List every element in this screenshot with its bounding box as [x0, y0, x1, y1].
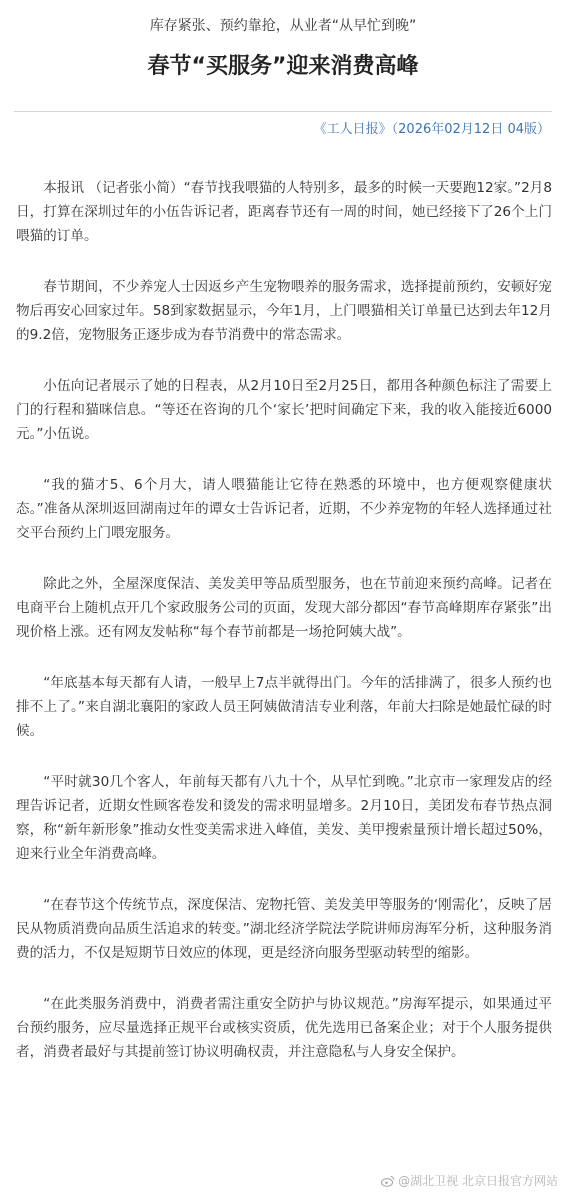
weibo-watermark: [381, 1173, 558, 1189]
article-paragraph: 春节期间，不少养宠人士因返乡产生宠物喂养的服务需求，选择提前预约，安顿好宠物后再安心回家过年。58到家数据显示，今年1月，上门喂猫相关订单量已达到去年12月的9.2倍，宠物服务正逐步成为春节消费中的常态需求。: [16, 279, 552, 343]
article-paragraph: 本报讯 （记者张小简）“春节找我喂猫的人特别多，最多的时候一天要跑12家。”2月8日，打算在深圳过年的小伍告诉记者，距离春节还有一周的时间，她已经接下了26个上门喂猫的订单。: [16, 180, 552, 244]
article-source-link[interactable]: 《工人日报》（2026年02月12日 04版）: [313, 122, 550, 137]
article-paragraph: “年底基本每天都有人请，一般早上7点半就得出门。今年的活排满了，很多人预约也排不上了。”来自湖北襄阳的家政人员王阿姨做清洁专业利落，年前大扫除是她最忙碌的时候。: [16, 675, 552, 739]
title-divider: [14, 111, 552, 112]
article-paragraph: “我的猫才5、6个月大，请人喂猫能让它待在熟悉的环境中，也方便观察健康状态。”准备从深圳返回湖南过年的谭女士告诉记者，近期，不少养宠物的年轻人选择通过社交平台预约上门喂宠服务。: [16, 477, 552, 541]
weibo-icon: [381, 1175, 395, 1187]
article-subtitle: 库存紧张、预约靠抢，从业者“从早忙到晚”: [149, 18, 417, 34]
article-headline: 春节“买服务”迎来消费高峰: [147, 54, 419, 79]
article-paragraph: “在春节这个传统节点，深度保洁、宠物托管、美发美甲等服务的‘刚需化’，反映了居民从物质消费向品质生活追求的转变。”湖北经济学院法学院讲师房海军分析，这种服务消费的活力，不仅是短期节日效应的体现，更是经济向服务型驱动转型的缩影。: [16, 897, 552, 961]
article-paragraph: 除此之外，全屋深度保洁、美发美甲等品质型服务，也在节前迎来预约高峰。记者在电商平台上随机点开几个家政服务公司的页面，发现大部分都因“春节高峰期库存紧张”出现价格上涨。还有网友发帖称“每个春节前都是一场抢阿姨大战”。: [16, 576, 552, 640]
article-body: [16, 176, 552, 1091]
article-paragraph: 小伍向记者展示了她的日程表，从2月10日至2月25日，都用各种颜色标注了需要上门的行程和猫咪信息。“等还在咨询的几个‘家长’把时间确定下来，我的收入能接近6000元。”小伍说。: [16, 378, 552, 442]
article-paragraph: “平时就30几个客人，年前每天都有八九十个，从早忙到晚。”北京市一家理发店的经理告诉记者，近期女性顾客卷发和烫发的需求明显增多。2月10日，美团发布春节热点洞察，称“新年新形象”推动女性变美需求进入峰值，美发、美甲搜索量预计增长超过50%，迎来行业全年消费高峰。: [16, 774, 552, 862]
article-paragraph: “在此类服务消费中，消费者需注重安全防护与协议规范。”房海军提示，如果通过平台预约服务，应尽量选择正规平台或核实资质，优先选用已备案企业；对于个人服务提供者，消费者最好与其提前签订协议明确权责，并注意隐私与人身安全保护。: [16, 996, 552, 1060]
watermark-text: @湖北卫视 北京日报官方网站: [398, 1174, 558, 1188]
